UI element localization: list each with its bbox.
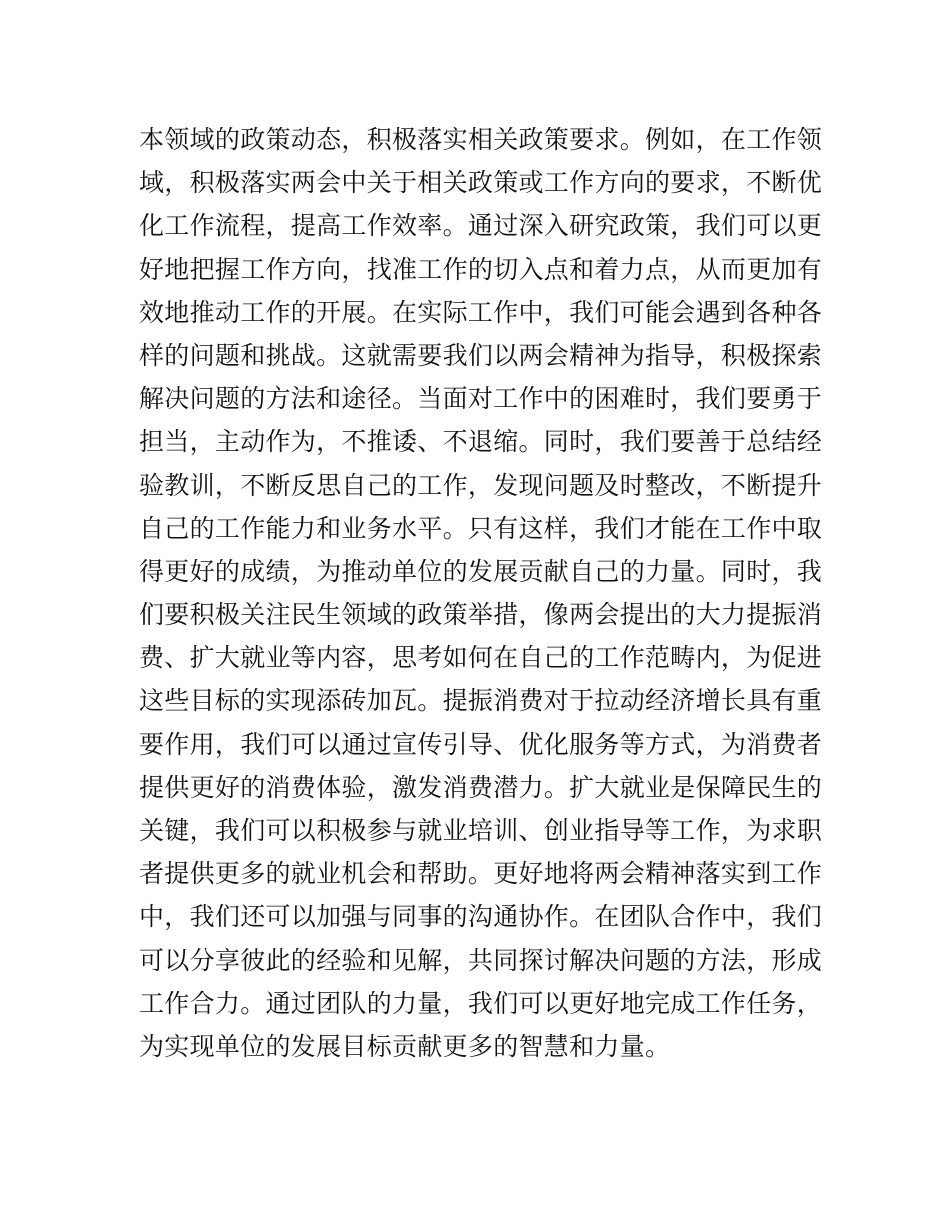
paragraph-line-17: 关键，我们可以积极参与就业培训、创业指导等工作，为求职 xyxy=(139,816,823,845)
paragraph-line-1: 本领域的政策动态，积极落实相关政策要求。例如，在工作领 xyxy=(139,125,823,154)
paragraph-line-21: 工作合力。通过团队的力量，我们可以更好地完成工作任务， xyxy=(139,988,823,1018)
paragraph-line-3: 化工作流程，提高工作效率。通过深入研究政策，我们可以更 xyxy=(139,211,823,241)
body-paragraph xyxy=(139,118,823,1068)
paragraph-line-10: 自己的工作能力和业务水平。只有这样，我们才能在工作中取 xyxy=(139,513,823,543)
paragraph-line-11: 得更好的成绩，为推动单位的发展贡献自己的力量。同时，我 xyxy=(139,556,823,586)
paragraph-line-7: 解决问题的方法和途径。当面对工作中的困难时，我们要勇于 xyxy=(139,384,823,414)
paragraph-line-6: 样的问题和挑战。这就需要我们以两会精神为指导，积极探索 xyxy=(139,340,823,370)
paragraph-line-12: 们要积极关注民生领域的政策举措，像两会提出的大力提振消 xyxy=(139,600,823,630)
paragraph-line-18: 者提供更多的就业机会和帮助。更好地将两会精神落实到工作 xyxy=(139,859,823,889)
paragraph-line-13: 费、扩大就业等内容，思考如何在自己的工作范畴内，为促进 xyxy=(139,643,823,673)
paragraph-line-22: 为实现单位的发展目标贡献更多的智慧和力量。 xyxy=(139,1031,671,1061)
paragraph-line-20: 可以分享彼此的经验和见解，共同探讨解决问题的方法，形成 xyxy=(139,945,823,975)
paragraph-line-2: 域，积极落实两会中关于相关政策或工作方向的要求，不断优 xyxy=(139,168,823,198)
paragraph-line-15: 要作用，我们可以通过宣传引导、优化服务等方式，为消费者 xyxy=(139,729,823,759)
paragraph-line-16: 提供更好的消费体验，激发消费潜力。扩大就业是保障民生的 xyxy=(139,772,823,802)
paragraph-line-8: 担当，主动作为，不推诿、不退缩。同时，我们要善于总结经 xyxy=(139,427,823,457)
paragraph-line-14: 这些目标的实现添砖加瓦。提振消费对于拉动经济增长具有重 xyxy=(139,686,823,716)
paragraph-line-5: 效地推动工作的开展。在实际工作中，我们可能会遇到各种各 xyxy=(139,297,823,327)
paragraph-line-19: 中，我们还可以加强与同事的沟通协作。在团队合作中，我们 xyxy=(139,902,823,932)
paragraph-line-9: 验教训，不断反思自己的工作，发现问题及时整改，不断提升 xyxy=(139,470,823,500)
paragraph-line-4: 好地把握工作方向，找准工作的切入点和着力点，从而更加有 xyxy=(139,254,823,284)
